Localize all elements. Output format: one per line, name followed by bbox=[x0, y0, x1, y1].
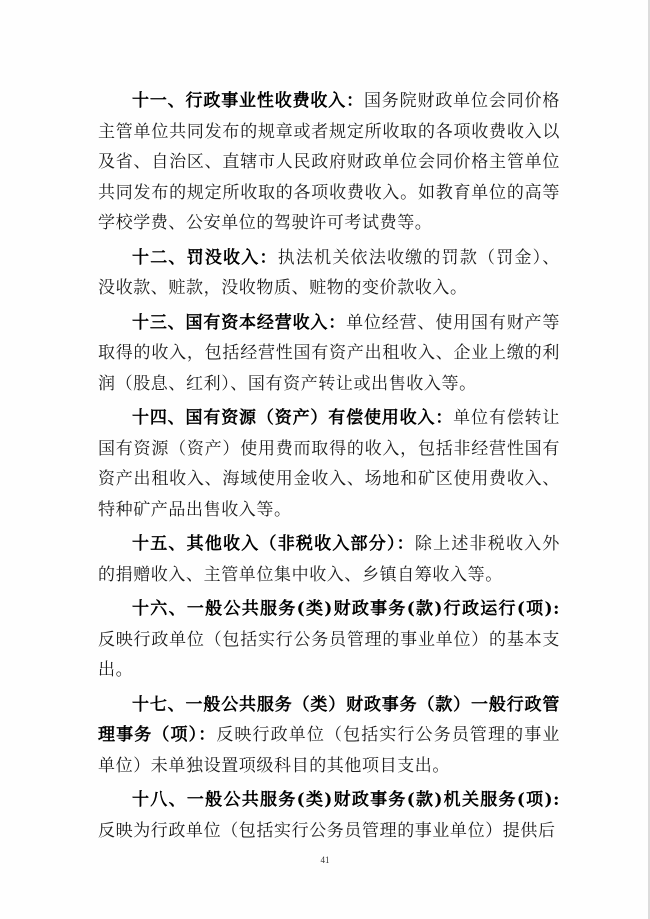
term-heading: 十五、其他收入（非税收入部分）： bbox=[132, 534, 415, 554]
paragraph-18 bbox=[98, 785, 560, 846]
term-definition: 单位有偿转让国有资源（资产）使用费而取得的收入，包括非经营性国有资产出租收入、海域使用金收入、场地和矿区使用费收入、特种矿产品出售收入等。 bbox=[98, 408, 560, 520]
term-heading: 十三、国有资本经营收入： bbox=[132, 312, 347, 333]
paragraph-17 bbox=[98, 690, 560, 782]
paragraph-16 bbox=[98, 594, 560, 686]
term-heading: 十七、一般公共服务（类）财政事务（款）一般行政管理事务（项）： bbox=[98, 694, 560, 745]
term-definition: 国务院财政单位会同价格主管单位共同发布的规章或者规定所收取的各项收费收入以及省、自治区、直辖市人民政府财政单位会同价格主管单位共同发布的规定所收取的各项收费收入。如教育单位的高等学校学费、公安单位的驾驶许可考试费等。 bbox=[98, 91, 560, 233]
paragraph-12 bbox=[98, 243, 560, 304]
term-heading: 十一、行政事业性收费收入： bbox=[132, 91, 364, 111]
term-definition: 单位经营、使用国有财产等取得的收入，包括经营性国有资产出租收入、企业上缴的利润（股息、红利）、国有资产转让或出售收入等。 bbox=[98, 312, 560, 394]
term-definition: 反映行政单位（包括实行公务员管理的事业单位）未单独设置项级科目的其他项目支出。 bbox=[98, 725, 560, 776]
page-number: 41 bbox=[320, 855, 330, 865]
term-definition: 执法机关依法收缴的罚款（罚金）、没收款、赃款，没收物质、赃物的变价款收入。 bbox=[98, 247, 560, 298]
term-definition: 反映为行政单位（包括实行公务员管理的事业单位）提供后 bbox=[98, 820, 556, 841]
term-definition: 除上述非税收入外的捐赠收入、主管单位集中收入、乡镇自筹收入等。 bbox=[98, 534, 560, 585]
term-definition: 反映行政单位（包括实行公务员管理的事业单位）的基本支出。 bbox=[98, 629, 560, 680]
paragraph-15 bbox=[98, 529, 560, 590]
paragraph-11 bbox=[98, 86, 560, 239]
term-heading: 十四、国有资源（资产）有偿使用收入： bbox=[132, 408, 454, 428]
term-heading: 十二、罚没收入： bbox=[132, 247, 278, 268]
term-heading: 十八、一般公共服务(类)财政事务(款)机关服务(项): bbox=[132, 790, 560, 810]
document-body bbox=[98, 86, 560, 846]
term-heading: 十六、一般公共服务(类)财政事务(款)行政运行(项): bbox=[132, 599, 560, 619]
paragraph-13 bbox=[98, 308, 560, 400]
paragraph-14 bbox=[98, 403, 560, 525]
